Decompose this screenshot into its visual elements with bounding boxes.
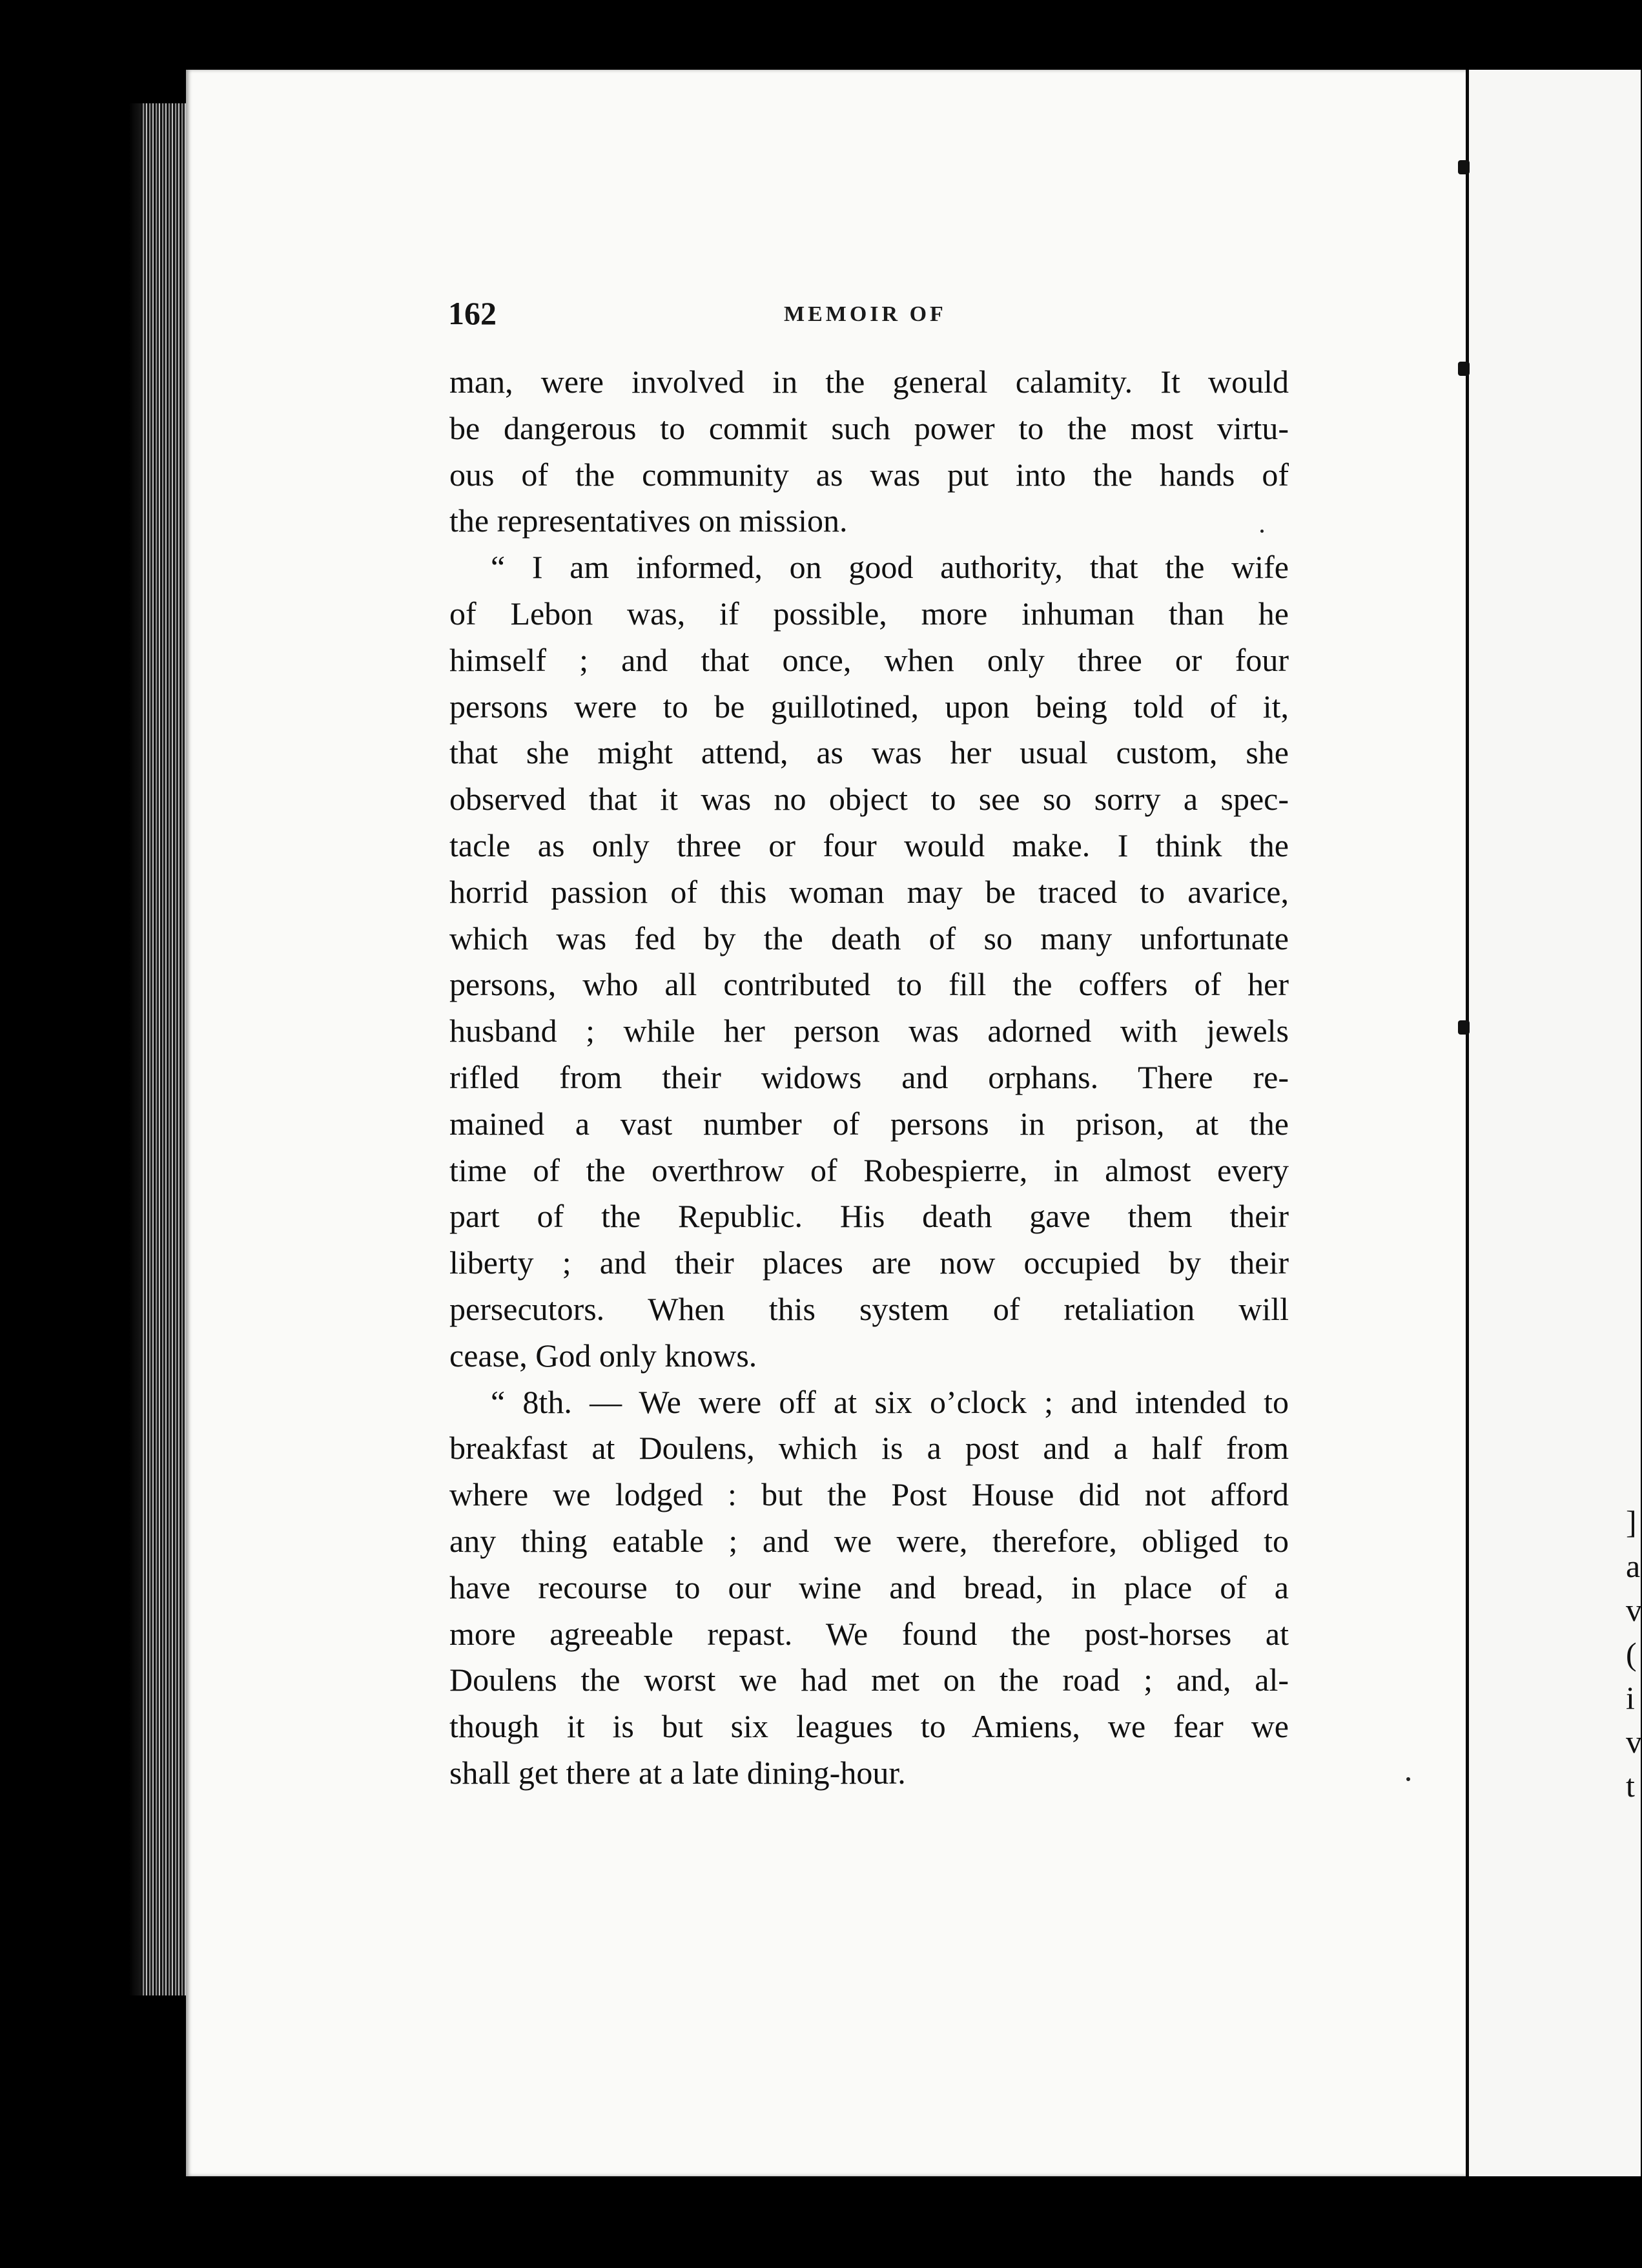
text-line: mained a vast number of persons in prison, at the [449, 1105, 1289, 1142]
facing-page-glyph: v [1626, 1724, 1642, 1760]
text-line: persons were to be guillotined, upon being told of it, [449, 688, 1289, 725]
body-text [449, 359, 1289, 1797]
facing-page-glyph: i [1626, 1680, 1635, 1716]
facing-page-glyph: t [1626, 1768, 1635, 1804]
page-fore-edge [141, 103, 192, 1995]
text-line: horrid passion of this woman may be traced to avarice, [449, 873, 1289, 910]
facing-page-glyph: ( [1626, 1636, 1637, 1672]
page-header [448, 294, 1288, 340]
text-line: breakfast at Doulens, which is a post and a half from [449, 1430, 1289, 1467]
text-line: more agreeable repast. We found the post-horses at [449, 1615, 1289, 1652]
running-head: MEMOIR OF [784, 302, 947, 326]
text-line: though it is but six leagues to Amiens, we fear we [449, 1708, 1289, 1745]
binding-mark [1458, 1020, 1470, 1035]
text-line: tacle as only three or four would make. I think the [449, 827, 1289, 863]
text-line: any thing eatable ; and we were, therefore, obliged to [449, 1522, 1289, 1559]
text-line: part of the Republic. His death gave them their [449, 1198, 1289, 1235]
page-number: 162 [448, 295, 497, 331]
text-line: himself ; and that once, when only three or four [449, 641, 1289, 678]
text-line: persons, who all contributed to fill the coffers of her [449, 966, 1289, 1003]
text-line: “ I am informed, on good authority, that the wife [491, 549, 1289, 586]
text-line: where we lodged : but the Post House did not afford [449, 1476, 1289, 1513]
text-line: be dangerous to commit such power to the most virtu- [449, 409, 1289, 446]
text-line: the representatives on mission. [449, 502, 848, 539]
text-line: cease, God only knows. [449, 1337, 757, 1374]
facing-page-glyph: v [1626, 1592, 1642, 1628]
text-line: observed that it was no object to see so sorry a spec- [449, 781, 1289, 818]
text-line: of Lebon was, if possible, more inhuman than he [449, 595, 1289, 632]
text-line: ous of the community as was put into the hands of [449, 456, 1289, 493]
text-line: man, were involved in the general calamity. It would [449, 364, 1289, 400]
text-line: have recourse to our wine and bread, in place of a [449, 1569, 1289, 1605]
facing-page-glyph: a [1626, 1548, 1641, 1584]
text-line: Doulens the worst we had met on the road ; and, al- [449, 1662, 1289, 1698]
text-line: that she might attend, as was her usual custom, she [449, 734, 1289, 771]
text-line: persecutors. When this system of retaliation will [449, 1290, 1289, 1327]
text-line: “ 8th. — We were off at six o’clock ; and intended to [491, 1383, 1289, 1420]
facing-page-glyph: ] [1626, 1504, 1637, 1540]
text-line: liberty ; and their places are now occupied by their [449, 1244, 1289, 1281]
text-line: which was fed by the death of so many unfortunate [449, 920, 1289, 956]
binding-mark [1458, 160, 1470, 174]
text-line: husband ; while her person was adorned with jewels [449, 1013, 1289, 1049]
binding-mark [1458, 362, 1470, 376]
text-line: rifled from their widows and orphans. There re- [449, 1058, 1289, 1095]
facing-page-strip [1466, 70, 1641, 2176]
text-line: time of the overthrow of Robespierre, in almost every [449, 1151, 1289, 1188]
print-speck [1406, 1777, 1410, 1781]
text-line: shall get there at a late dining-hour. [449, 1754, 906, 1791]
